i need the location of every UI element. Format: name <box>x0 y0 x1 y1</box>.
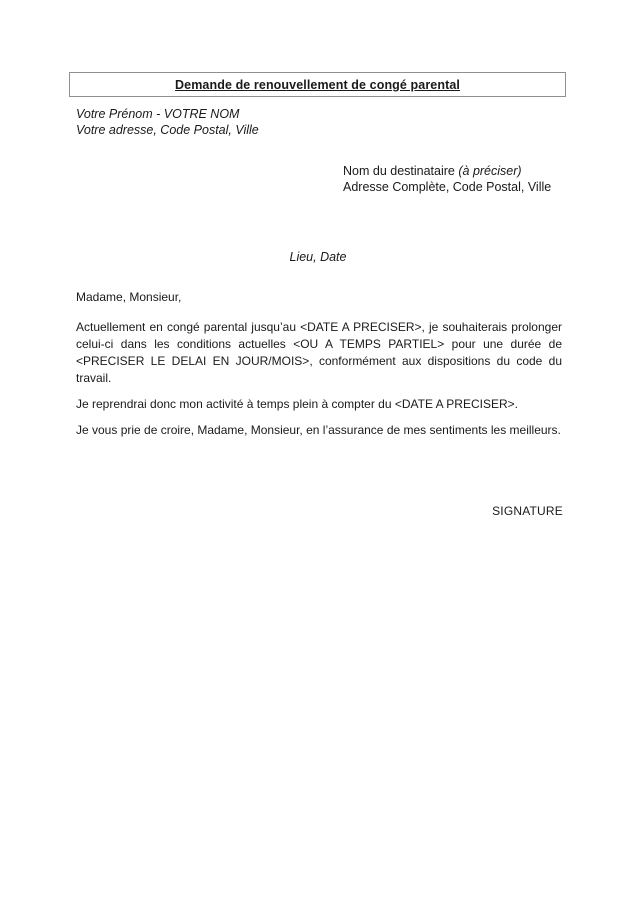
signature-placeholder: SIGNATURE <box>492 504 563 518</box>
body-paragraph-2: Je reprendrai donc mon activité à temps plein à compter du <DATE A PRECISER>. <box>76 397 518 411</box>
recipient-name-note: (à préciser) <box>458 164 522 178</box>
letter-title-box <box>69 72 566 97</box>
sender-address: Votre adresse, Code Postal, Ville <box>76 123 259 137</box>
letter-title: Demande de renouvellement de congé parental <box>175 78 460 92</box>
recipient-block <box>343 163 551 195</box>
letter-body <box>76 289 562 448</box>
recipient-name-label: Nom du destinataire <box>343 164 455 178</box>
sender-block <box>76 106 259 138</box>
recipient-name-line <box>343 163 551 179</box>
body-paragraph-3: Je vous prie de croire, Madame, Monsieur, en l’assurance de mes sentiments les meilleurs. <box>76 423 561 437</box>
sender-name: Votre Prénom - VOTRE NOM <box>76 107 240 121</box>
recipient-address: Adresse Complète, Code Postal, Ville <box>343 180 552 194</box>
salutation: Madame, Monsieur, <box>76 290 182 304</box>
place-date-line: Lieu, Date <box>289 250 347 264</box>
body-paragraph-1: Actuellement en congé parental jusqu’au <DATE A PRECISER>, je souhaiterais prolonger celui-ci dans les conditions actuelles <OU A TEMPS PARTIEL> pour une durée de <PRECISER LE DELAI EN JOUR/MOIS>, conformément aux dispositions du code du travail. <box>76 320 562 385</box>
